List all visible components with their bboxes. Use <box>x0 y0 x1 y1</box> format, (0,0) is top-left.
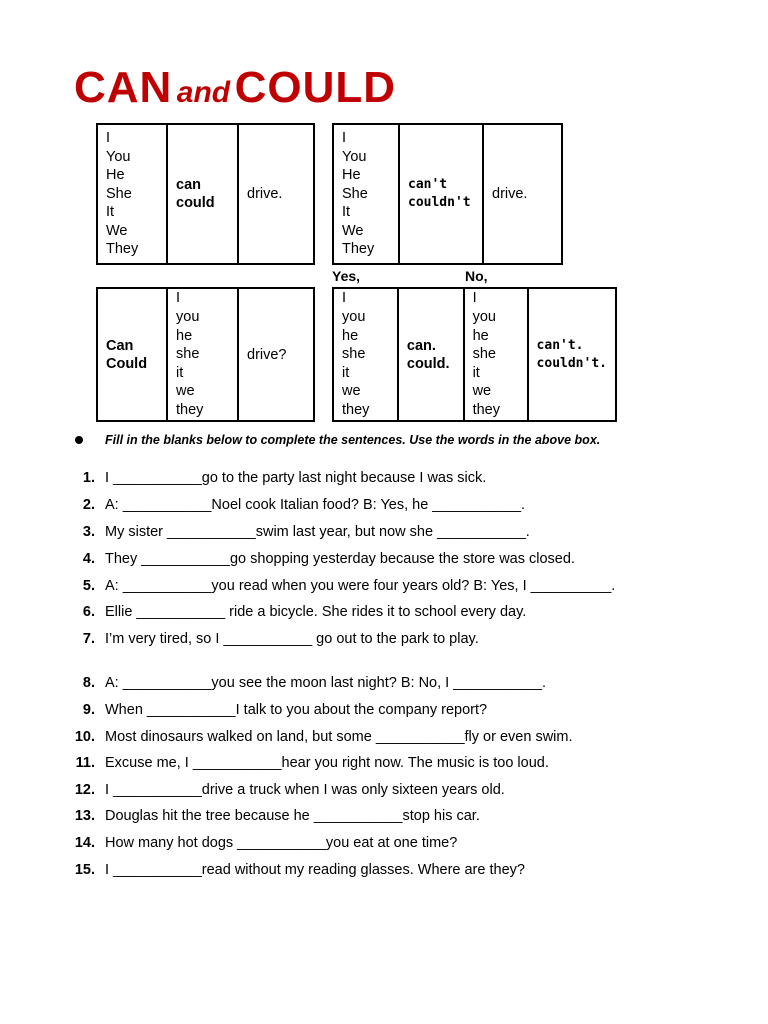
question-number: 7. <box>82 631 95 647</box>
question-text: I ___________go to the party last night because I was sick. <box>105 470 487 486</box>
question-item <box>0 470 768 490</box>
instructions: Fill in the blanks below to complete the sentences. Use the words in the above box. <box>105 433 601 447</box>
title-and: and <box>176 76 231 109</box>
question-item <box>0 578 768 598</box>
question-text: Excuse me, I ___________hear you right now. The music is too loud. <box>105 755 549 771</box>
question-text: Most dinosaurs walked on land, but some ___________fly or even swim. <box>105 729 573 745</box>
question-text: Ellie ___________ ride a bicycle. She rides it to school every day. <box>105 604 527 620</box>
question-number: 3. <box>82 524 95 540</box>
question-item <box>0 631 768 651</box>
question-item <box>0 862 768 882</box>
question-text: Douglas hit the tree because he ___________stop his car. <box>105 808 480 824</box>
question-item <box>0 604 768 624</box>
question-number: 8. <box>82 675 95 691</box>
yes-modals: can. could. <box>398 288 464 421</box>
question-text: A: ___________you read when you were four years old? B: Yes, I __________. <box>105 578 616 594</box>
question-item <box>0 729 768 749</box>
no-modals: can't. couldn't. <box>528 288 616 421</box>
no-pronouns: I you he she it we they <box>464 288 528 421</box>
question-number: 6. <box>82 604 95 620</box>
title-can: CAN <box>74 63 173 112</box>
title-could: COULD <box>234 63 397 112</box>
yes-label: Yes, <box>332 268 361 284</box>
question-number: 2. <box>82 497 95 513</box>
question-item <box>0 524 768 544</box>
question-text: My sister ___________swim last year, but now she ___________. <box>105 524 530 540</box>
negative-table <box>332 123 563 265</box>
question-text: I ___________drive a truck when I was only sixteen years old. <box>105 782 505 798</box>
affirmative-modals: can could <box>167 124 238 264</box>
question-text: When ___________I talk to you about the company report? <box>105 702 488 718</box>
negative-verb: drive. <box>483 124 562 264</box>
question-number: 11. <box>75 755 95 771</box>
question-number: 5. <box>82 578 95 594</box>
question-number: 14. <box>74 835 95 851</box>
negative-pronouns: I You He She It We They <box>333 124 399 264</box>
question-item <box>0 675 768 695</box>
question-item <box>0 808 768 828</box>
yes-pronouns: I you he she it we they <box>333 288 398 421</box>
short-answers-table <box>332 287 617 422</box>
question-item <box>0 551 768 571</box>
bullet-icon <box>75 436 83 444</box>
question-text: How many hot dogs ___________you eat at one time? <box>105 835 458 851</box>
affirmative-pronouns: I You He She It We They <box>97 124 167 264</box>
question-item <box>0 755 768 775</box>
affirmative-verb: drive. <box>238 124 314 264</box>
question-text: A: ___________Noel cook Italian food? B: Yes, he ___________. <box>105 497 526 513</box>
no-label: No, <box>465 268 488 284</box>
question-text: I ___________read without my reading glasses. Where are they? <box>105 862 525 878</box>
question-number: 4. <box>82 551 95 567</box>
question-text: A: ___________you see the moon last night? B: No, I ___________. <box>105 675 546 691</box>
question-number: 12. <box>74 782 95 798</box>
question-text: They ___________go shopping yesterday because the store was closed. <box>105 551 575 567</box>
question-item <box>0 782 768 802</box>
question-pronouns: I you he she it we they <box>167 288 238 421</box>
question-modals: Can Could <box>97 288 167 421</box>
question-table <box>96 287 315 422</box>
question-number: 1. <box>82 470 95 486</box>
question-verb: drive? <box>238 288 314 421</box>
question-item <box>0 702 768 722</box>
question-number: 13. <box>74 808 95 824</box>
question-item <box>0 835 768 855</box>
question-number: 15. <box>74 862 95 878</box>
negative-modals: can't couldn't <box>399 124 483 264</box>
page-title <box>74 63 397 112</box>
question-text: I’m very tired, so I ___________ go out to the park to play. <box>105 631 479 647</box>
question-number: 9. <box>82 702 95 718</box>
affirmative-table <box>96 123 315 265</box>
question-item <box>0 497 768 517</box>
question-number: 10. <box>74 729 95 745</box>
